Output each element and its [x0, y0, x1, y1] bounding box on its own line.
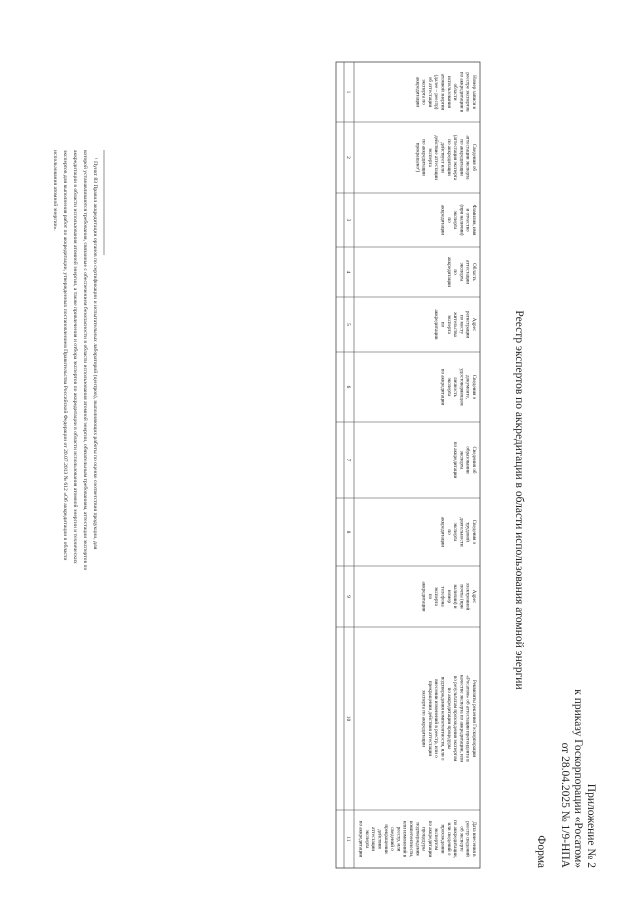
- column-header-line: трудовой: [464, 522, 471, 542]
- column-header-line: эксперта: [458, 450, 465, 470]
- column-header-line: Фамилия, имя: [471, 204, 477, 236]
- column-header-line: документе,: [464, 375, 471, 399]
- column-header-line: компетентности,: [408, 820, 414, 858]
- table-cell[interactable]: [337, 423, 344, 498]
- column-number: 9: [344, 595, 351, 598]
- column-header-line: Адрес: [471, 317, 477, 332]
- column-header-line: эксперта по аккредитации: [420, 690, 427, 747]
- column-header-line: личность: [452, 376, 459, 398]
- column-header-line: аккредитации: [433, 309, 440, 340]
- column-number: 6: [344, 385, 351, 389]
- column-header-line: и отчество: [464, 208, 471, 232]
- column-header-line: об аттестации: [426, 76, 433, 108]
- column-header-line: аккредитации: [445, 257, 452, 287]
- footnote-line-2: которой устанавливаются требования, связанные с обеспечением безопасности в области использования атомной энергии, обязательным требованиям, аттестации экспертов по: [82, 150, 88, 571]
- column-header-line: по аккредитации,: [452, 820, 459, 858]
- column-header-line: телефона: [439, 586, 446, 607]
- column-header-line: Адрес: [471, 589, 477, 604]
- column-header-line: эксперта по: [420, 79, 427, 105]
- column-header-line: или сведений о: [445, 822, 452, 856]
- footnote: [52, 150, 104, 570]
- column-header-line: по аккредитации: [452, 441, 459, 479]
- column-header-line: или изменений в: [401, 820, 408, 858]
- column-header-line: по аккредитации: [445, 139, 452, 176]
- column-header-4: [446, 257, 478, 287]
- column-header-line: регистрации: [464, 310, 471, 339]
- table-cell[interactable]: [337, 499, 344, 566]
- column-header-10: [421, 675, 477, 762]
- column-number: 4: [344, 270, 351, 274]
- column-header-line: реестр, или: [395, 826, 402, 852]
- column-number: 7: [344, 458, 351, 462]
- column-header-line: Сведения об: [471, 446, 477, 474]
- column-header-line: по аккредитации процедуры: [445, 687, 452, 750]
- column-header-line: подтверждения: [414, 822, 421, 856]
- column-header-line: по аккредитации в: [458, 71, 465, 113]
- column-header-line: внесении изменений в реестр, или о: [433, 679, 440, 758]
- column-header-11: [358, 820, 477, 858]
- column-number: 5: [344, 323, 351, 326]
- table-cell[interactable]: [337, 194, 344, 247]
- column-header-line: эксперта: [445, 315, 452, 334]
- header-line-1: Приложение № 2: [585, 783, 597, 868]
- column-header-line: качестве эксперта по аккредитации, или: [458, 675, 465, 762]
- column-header-line: сведений о: [389, 827, 396, 851]
- table-cell[interactable]: [337, 248, 344, 297]
- column-header-line: по аккредитации: [420, 139, 427, 176]
- column-header-8: [440, 517, 478, 547]
- column-header-line: эксперта: [452, 210, 459, 230]
- column-header-line: деятельности: [458, 517, 465, 547]
- column-header-line: аккредитации: [420, 581, 427, 612]
- column-number: 8: [344, 530, 351, 534]
- column-header-line: аккредитации: [414, 77, 421, 107]
- column-header-line: процедуры: [420, 827, 427, 851]
- column-header-line: реестр сведений: [464, 821, 471, 857]
- column-header-line: эксперта: [452, 522, 459, 542]
- column-header-line: эксперта: [426, 148, 433, 167]
- column-header-line: электронной: [464, 582, 471, 611]
- column-header-5: [433, 310, 477, 340]
- column-header-line: эксперта: [433, 587, 440, 606]
- form-label: Форма: [535, 835, 547, 868]
- column-number: 2: [344, 156, 351, 159]
- column-header-line: реестре экспертов: [464, 72, 471, 112]
- column-header-line: (аттестация эксперта: [452, 134, 459, 181]
- footnote-line-4: экспертов для выполнения работ по аккредитации, утвержденных постановлением Правительства Российской Федерации от 20.07.2013 № 612 «Об аккредитации в области: [62, 150, 68, 561]
- column-header-line: (при наличии): [458, 204, 465, 236]
- column-header-line: Сведения о: [471, 374, 477, 400]
- column-header-line: подтверждения компетентности, или о: [439, 676, 446, 761]
- column-header-line: жительства: [452, 312, 459, 337]
- column-header-line: использования: [445, 76, 452, 108]
- appendix-header: [535, 689, 597, 868]
- column-header-line: наличии) и: [452, 584, 459, 609]
- column-header-6: [440, 368, 478, 406]
- column-header-line: (далее – реестр): [433, 74, 440, 110]
- column-header-line: аттестации эксперта: [464, 135, 471, 180]
- column-header-line: по: [445, 529, 452, 535]
- column-header-line: по: [445, 217, 452, 223]
- column-header-line: Сведения об: [471, 143, 477, 172]
- footnote-line-5: использования атомной энергии».: [52, 150, 58, 231]
- column-header-line: по: [452, 269, 459, 275]
- column-header-line: Сведения о: [471, 519, 477, 545]
- table-cell[interactable]: [337, 63, 344, 122]
- table-cell[interactable]: [337, 353, 344, 422]
- registry-table: [336, 62, 480, 868]
- column-header-line: Номер записи в: [471, 75, 477, 109]
- column-header-line: по результатам прохождения экспертом: [452, 675, 459, 762]
- column-header-line: прохождении: [439, 824, 446, 854]
- table-cell[interactable]: [337, 811, 344, 868]
- column-header-line: аттестации: [370, 827, 377, 851]
- footnote-line-3: аккредитации в области использования атомной энергии, а также привлечения и отбора экспертов по аккредитации в области использования атомной энергии и технических: [72, 150, 78, 564]
- table-cell[interactable]: [337, 298, 344, 352]
- column-header-line: Дата внесения в: [471, 821, 477, 857]
- column-header-line: действие аттестации: [433, 135, 440, 180]
- column-header-line: аттестации: [464, 260, 471, 284]
- table-cell[interactable]: [337, 123, 344, 193]
- header-line-3: от 28.04.2025 № 1/9-НПА: [559, 742, 571, 868]
- document-title: Реестр экспертов по аккредитации в области использования атомной энергии: [513, 310, 525, 690]
- column-header-line: удостоверяющем: [458, 368, 465, 406]
- column-header-line: «Росатом» об аттестации претендента в: [464, 675, 471, 762]
- column-header-line: образовании: [464, 446, 471, 474]
- column-header-line: по аккредитации: [458, 139, 465, 176]
- column-header-3: [440, 205, 478, 236]
- column-header-line: по аккредитации: [426, 820, 433, 858]
- column-header-line: почты (при: [458, 584, 465, 609]
- column-header-9: [421, 582, 477, 612]
- column-header-line: прекращено¹): [414, 142, 421, 173]
- column-header-line: области: [452, 83, 459, 101]
- column-number: 1: [344, 90, 351, 94]
- column-header-line: аккредитации: [439, 205, 446, 235]
- column-header-line: экспертом: [433, 827, 440, 851]
- column-header-line: по аккредитации: [357, 820, 364, 858]
- column-header-line: по аккредитации: [439, 368, 446, 406]
- column-number: 11: [344, 836, 351, 842]
- column-header-line: эксперта: [445, 377, 452, 397]
- table-cell[interactable]: [337, 628, 344, 810]
- column-header-line: по месту: [458, 314, 465, 335]
- column-header-line: по: [426, 593, 433, 600]
- column-header-line: Область: [471, 263, 477, 281]
- column-header-line: об эксперте: [458, 826, 465, 852]
- column-number: 3: [344, 218, 351, 222]
- header-line-2: к приказу Госкорпорации «Росатом»: [572, 689, 584, 868]
- table-cell[interactable]: [337, 567, 344, 627]
- column-header-2: [414, 135, 478, 181]
- column-number: 10: [344, 715, 351, 722]
- column-header-1: [414, 72, 477, 113]
- column-header-line: прекращении: [382, 824, 389, 854]
- column-header-line: прекращении действия аттестации: [426, 680, 433, 757]
- column-header-line: эксперта: [458, 262, 465, 282]
- column-header-line: атомной энергии: [439, 73, 446, 111]
- column-header-line: аккредитации: [439, 517, 446, 547]
- column-header-line: действует или: [439, 142, 446, 173]
- column-header-line: Реквизиты решения Госкорпорации: [471, 679, 477, 758]
- column-header-line: номер: [445, 589, 452, 604]
- footnote-line-1: ¹ Пункт 83 Правил аккредитации органов по сертификации и испытательных лабораторий (центров), выполняющих работы по оценке соответствия продукции, для: [92, 158, 98, 550]
- column-header-7: [452, 442, 478, 479]
- column-header-line: эксперта: [363, 829, 370, 849]
- column-header-line: по: [439, 321, 446, 328]
- column-header-line: действия: [376, 829, 383, 849]
